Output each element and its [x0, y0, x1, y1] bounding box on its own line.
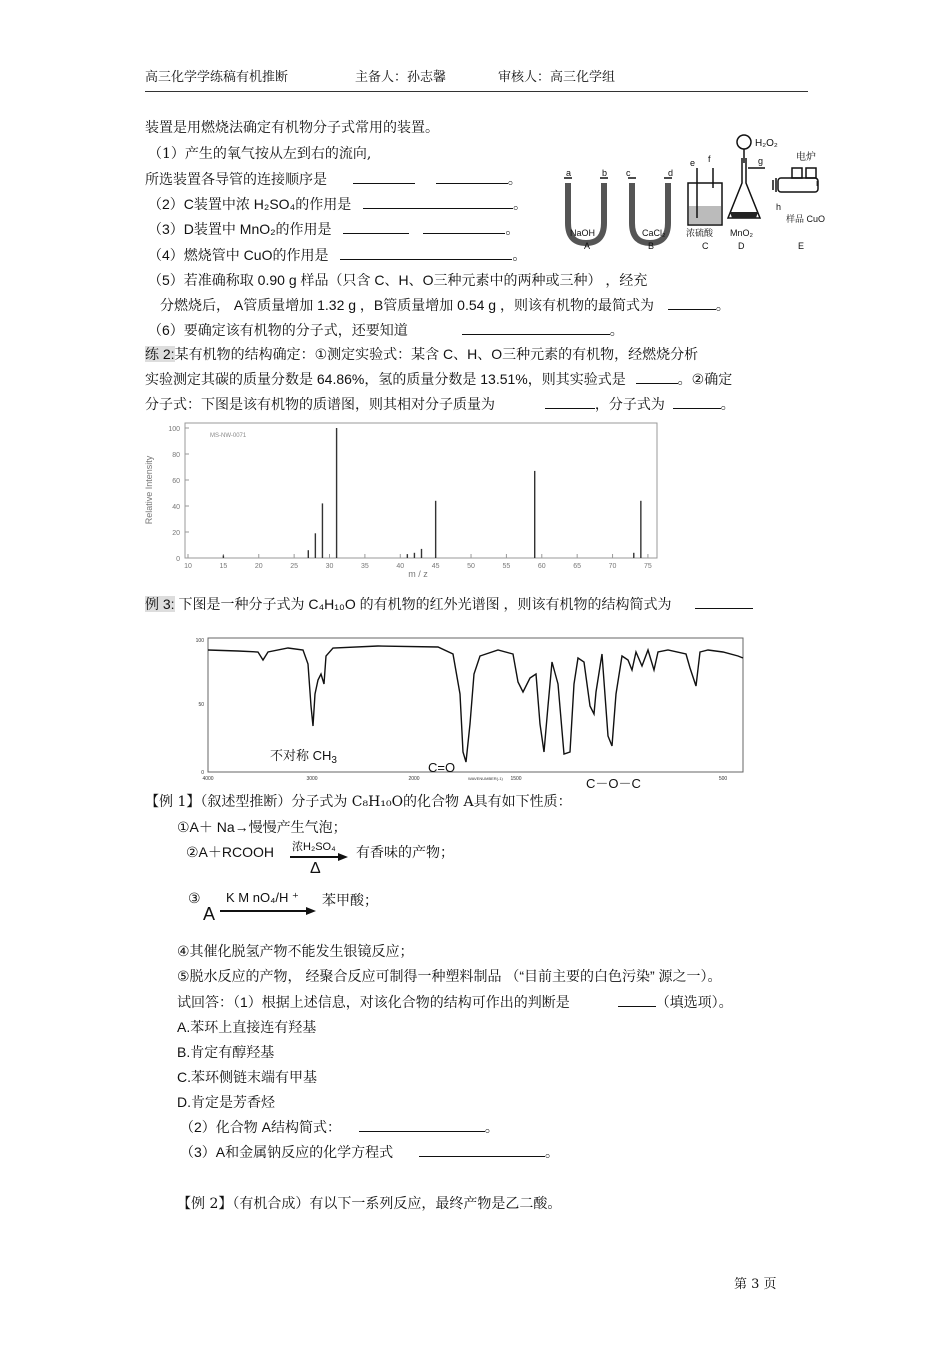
- ms-xtick-label: 75: [644, 563, 652, 570]
- practice2-line2-text: 实验测定其碳的质量分数是 64.86%，氢的质量分数是 13.51%，则其实验式是: [145, 371, 626, 387]
- question-6-text: （6）要确定该有机物的分子式，还要知道: [148, 322, 408, 338]
- question-ask-3: [180, 1142, 559, 1162]
- property-3b: 苯甲酸；: [322, 892, 378, 908]
- practice2-line3-text: 分子式：下图是该有机物的质谱图，则其相对分子质量为: [145, 396, 495, 412]
- combustion-tube-e: [778, 178, 818, 192]
- question-ask-2: [180, 1117, 499, 1137]
- apparatus-diagram: [560, 128, 826, 258]
- property-2-condition: 浓H₂SO₄: [292, 841, 336, 853]
- answer-blank-3b[interactable]: [423, 221, 505, 234]
- label-cacl2: CaCl₂: [642, 228, 666, 238]
- period: 。: [720, 396, 735, 412]
- period: 。: [507, 172, 522, 188]
- question-5b-text: 分燃烧后， A管质量增加 1.32 g ，B管质量增加 0.54 g ，则该有机物的最简式为: [160, 297, 654, 313]
- answer-blank-1a[interactable]: [353, 171, 415, 184]
- answer-blank-6[interactable]: [462, 322, 610, 335]
- ms-xtick-label: 65: [573, 563, 582, 570]
- ir-spectrum-chart: [178, 634, 748, 784]
- option-a: A.苯环上直接连有羟基: [177, 1019, 317, 1035]
- example3-line: [145, 594, 753, 614]
- ms-ytick-label: 40: [172, 504, 180, 511]
- question-ask-1: [177, 992, 733, 1012]
- period: 。: [545, 1144, 560, 1160]
- ms-xtick-label: 20: [254, 563, 263, 570]
- ms-ylabel: Relative Intensity: [144, 455, 154, 525]
- port-f: f: [708, 154, 711, 164]
- ms-xtick-label: 70: [608, 563, 617, 570]
- property-3-reactant: A: [203, 904, 216, 924]
- option-b: B.肯定有醇羟基: [177, 1044, 275, 1060]
- property-5: ⑤脱水反应的产物， 经聚合反应可制得一种塑料制品 （“目前主要的白色污染” 源之一）。: [177, 968, 722, 984]
- period: 。: [609, 322, 624, 338]
- option-c: C.苯环侧链末端有甲基: [177, 1069, 317, 1085]
- answer-blank-2[interactable]: [363, 196, 513, 209]
- property-2b: 有香味的产物；: [356, 844, 454, 860]
- question-1b: [145, 169, 522, 189]
- answer-blank-example3[interactable]: [695, 596, 753, 609]
- question-3: [148, 219, 519, 239]
- example2-text: 【例 2】（有机合成）有以下一系列反应，最终产物是乙二酸。: [177, 1196, 562, 1212]
- question-1a: （1）产生的氧气按从左到右的流向,: [148, 146, 372, 162]
- question-1b-text: 所选装置各导管的连接顺序是: [145, 172, 327, 188]
- question-2-text: （2）C装置中浓 H₂SO₄的作用是: [148, 196, 352, 212]
- header-rule: [145, 91, 808, 92]
- answer-blank-3a[interactable]: [343, 221, 409, 234]
- port-b: b: [602, 168, 608, 178]
- letter-d: D: [738, 241, 745, 251]
- ir-ymid: 50: [198, 702, 204, 708]
- letter-b: B: [648, 241, 655, 251]
- answer-blank-equation[interactable]: [419, 1144, 545, 1157]
- label-naoh: NaOH: [570, 228, 596, 238]
- ms-ytick-label: 80: [172, 452, 180, 459]
- label-conc-h2so4: 浓硫酸: [686, 228, 714, 238]
- ms-bars-group: [223, 428, 640, 558]
- question-2: [148, 194, 527, 214]
- ms-ytick-label: 60: [172, 478, 180, 485]
- question-ask-1-text: 试回答：（1）根据上述信息，对该化合物的结构可作出的判断是: [177, 994, 570, 1010]
- practice2-line1: [145, 344, 698, 364]
- property-4: ④其催化脱氢产物不能发生银镜反应；: [177, 943, 414, 959]
- label-sample-cuo: 样品 CuO: [786, 214, 826, 224]
- furnace-label: 电炉: [796, 152, 816, 163]
- answer-blank-structure[interactable]: [359, 1119, 485, 1132]
- port-d: d: [668, 168, 674, 178]
- ms-axis-group: [168, 426, 652, 570]
- ir-xlabel: WAVENUMBER(-1): [468, 776, 503, 781]
- question-6: [148, 320, 624, 340]
- port-a: a: [566, 168, 572, 178]
- period: 。: [513, 196, 528, 212]
- ir-x3: 2000: [408, 776, 420, 782]
- answer-blank-molar-mass[interactable]: [545, 396, 595, 409]
- ir-ytop: 100: [195, 638, 204, 644]
- letter-e: E: [798, 241, 805, 251]
- ms-xtick-label: 60: [537, 563, 546, 570]
- ms-xtick-label: 15: [219, 563, 228, 570]
- ms-ytick-label: 0: [176, 556, 180, 563]
- practice2-line2-end: 。②确定: [677, 371, 733, 387]
- question-ask-3-text: （3）A和金属钠反应的化学方程式: [180, 1144, 394, 1160]
- answer-blank-4[interactable]: [340, 247, 512, 260]
- ms-xtick-label: 50: [467, 563, 475, 570]
- header-preparer: 主备人：孙志馨: [355, 70, 447, 85]
- mass-spectrum-chart: [140, 420, 665, 582]
- header-reviewer: 审核人：高三化学组: [498, 70, 616, 85]
- example1-title: 【例 1】（叙述型推断）分子式为 C₈H₁₀O的化合物 A具有如下性质：: [145, 794, 572, 810]
- question-3-text: （3）D装置中 MnO₂的作用是: [148, 221, 332, 237]
- answer-blank-options[interactable]: [618, 994, 656, 1007]
- answer-blank-1b[interactable]: [436, 171, 508, 184]
- property-2-delta: Δ: [310, 860, 321, 877]
- port-g: g: [758, 156, 764, 166]
- port-c: c: [626, 168, 631, 178]
- question-5b: [160, 295, 730, 315]
- period: 。: [715, 297, 730, 313]
- practice2-line2: [145, 369, 732, 389]
- ms-xtick-label: 45: [431, 563, 440, 570]
- period: 。: [484, 1119, 499, 1135]
- question-5a: （5）若准确称取 0.90 g 样品（只含 C、H、O三种元素中的两种或三种） ，经充: [148, 272, 648, 288]
- period: 。: [512, 247, 527, 263]
- property-2a: ②A＋RCOOH: [186, 844, 274, 860]
- port-h: h: [776, 202, 782, 212]
- port-i: i: [816, 178, 818, 188]
- question-ask-1-end: （填选项）。: [655, 994, 733, 1010]
- dropping-funnel: [737, 135, 751, 149]
- ir-trace: [208, 646, 743, 762]
- practice2-line3: [145, 394, 735, 414]
- page-number: 第 3 页: [734, 1277, 777, 1292]
- example3-text: 下图是一种分子式为 C₄H₁₀O 的有机物的红外光谱图 ，则该有机物的结构简式为: [178, 596, 672, 612]
- example3-label: 例 3:: [145, 596, 175, 612]
- ms-xtick-label: 35: [360, 563, 369, 570]
- ir-ybottom: 0: [201, 770, 204, 776]
- ms-title: MS-NW-0071: [210, 433, 247, 439]
- ir-xright: 500: [718, 776, 728, 782]
- ir-annotation-coc: C－O－C: [586, 776, 641, 791]
- ms-xtick-label: 55: [502, 563, 511, 570]
- answer-blank-empirical[interactable]: [636, 371, 678, 384]
- practice2-line1-text: 某有机物的结构确定：①测定实验式：某含 C、H、O三种元素的有机物，经燃烧分析: [174, 346, 699, 362]
- reaction-arrow-2: [220, 906, 320, 916]
- period: 。: [505, 221, 520, 237]
- question-4: [148, 245, 526, 265]
- port-e: e: [690, 158, 696, 168]
- intro-text: 装置是用燃烧法确定有机物分子式常用的装置。: [145, 120, 439, 136]
- ir-annotation-co: C=O: [428, 760, 456, 775]
- ms-ytick-label: 20: [172, 530, 180, 537]
- ms-xtick-label: 25: [290, 563, 299, 570]
- header-course: 高三化学学练稿有机推断: [145, 70, 289, 85]
- question-ask-2-text: （2）化合物 A结构简式：: [180, 1119, 342, 1135]
- property-3-condition: K M nO₄/H ⁺: [226, 890, 299, 905]
- answer-blank-5[interactable]: [668, 297, 716, 310]
- practice2-label: 练 2:: [145, 346, 175, 362]
- ms-xtick-label: 40: [396, 563, 405, 570]
- ms-frame: [185, 423, 657, 558]
- question-4-text: （4）燃烧管中 CuO的作用是: [148, 247, 329, 263]
- ir-annotation-ch3: 不对称 $CH_3$: [270, 748, 337, 766]
- flask-d: [728, 158, 760, 218]
- ms-xlabel: m / z: [408, 569, 428, 579]
- ir-xleft: 4000: [202, 776, 214, 782]
- ms-xtick-label: 30: [325, 563, 334, 570]
- property-3-num: ③: [188, 890, 201, 906]
- practice2-line3b: ，分子式为: [594, 396, 665, 412]
- h2o2-label: H₂O₂: [755, 138, 778, 149]
- option-d: D.肯定是芳香烃: [177, 1094, 275, 1110]
- ir-x4: 1500: [510, 776, 522, 782]
- letter-c: C: [702, 241, 709, 251]
- property-1: ①A＋ Na→慢慢产生气泡；: [177, 819, 347, 835]
- letter-a: A: [584, 241, 591, 251]
- ms-xtick-label: 10: [184, 563, 192, 570]
- answer-blank-formula[interactable]: [673, 396, 721, 409]
- ir-x2: 3000: [306, 776, 318, 782]
- ms-ytick-label: 100: [168, 426, 180, 433]
- label-mno2: MnO₂: [730, 228, 753, 238]
